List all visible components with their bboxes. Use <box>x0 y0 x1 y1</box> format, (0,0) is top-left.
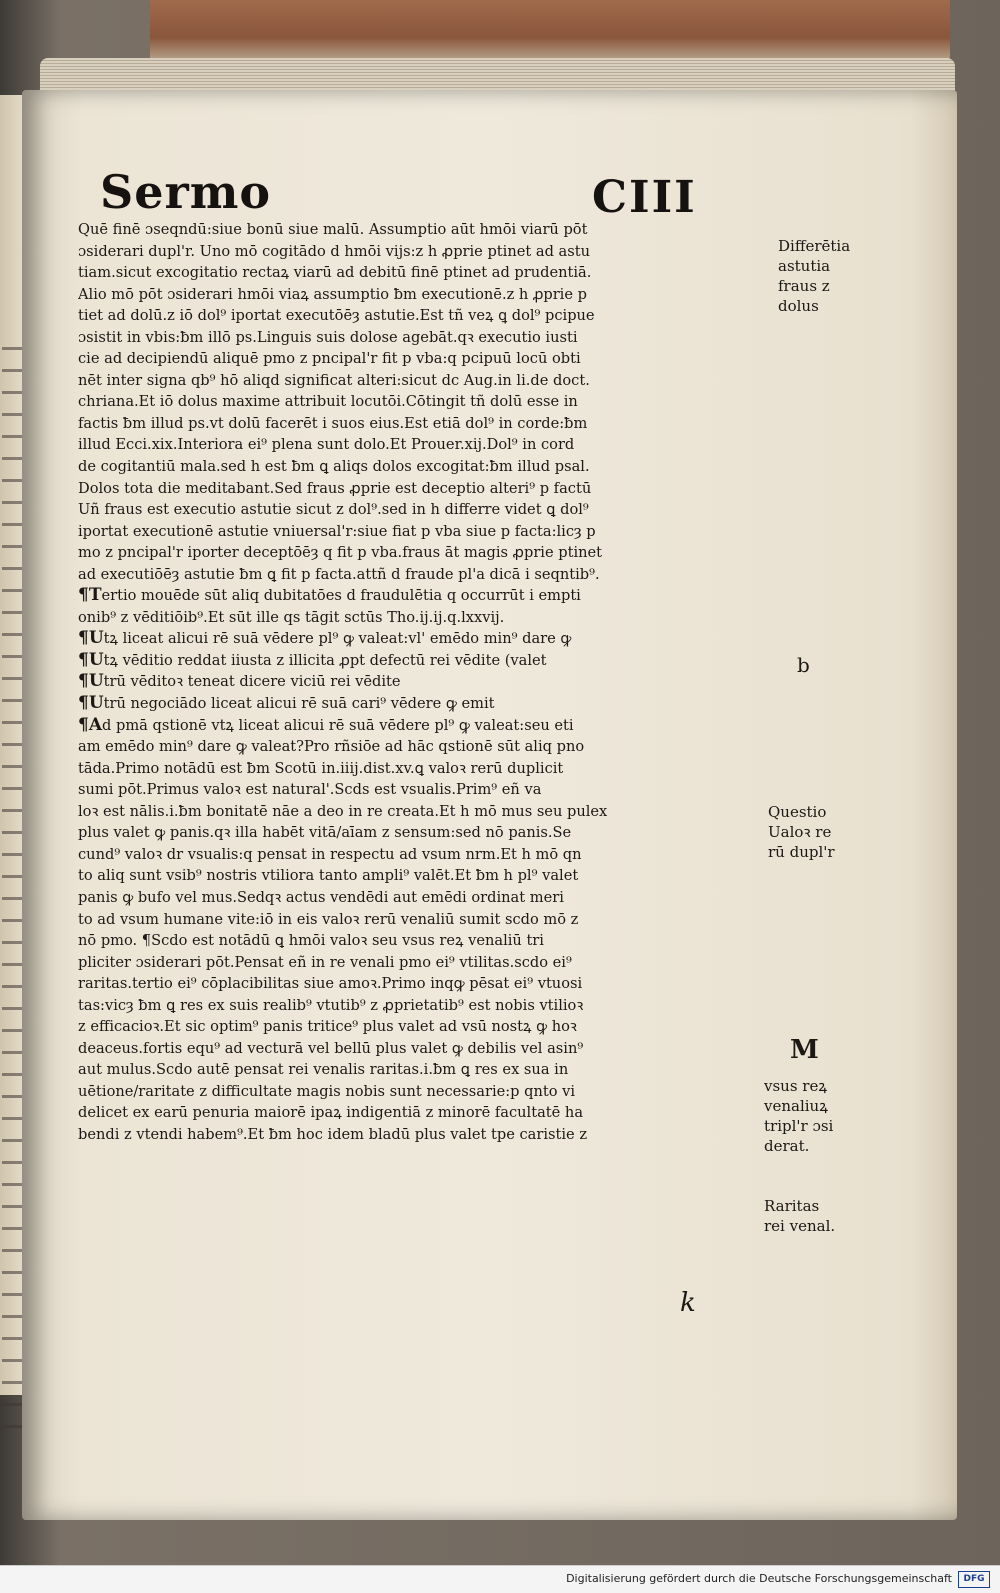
running-head: Sermo <box>100 165 272 219</box>
text-line: deaceus.fortis equ⁹ ad vecturā vel bellū plus valet ꝙ debilis vel asin⁹ <box>78 1039 584 1057</box>
text-line: cie ad decipiendū aliquē pmo z pncipal'r fit p vba:q pcipuū locū obti <box>78 350 581 368</box>
text-line: tāda.Primo notādū est ƀm Scotū in.iiij.dist.xv.ꝗ valoꝛ rerū duplicit <box>78 759 564 777</box>
margin-note-line: astutia <box>778 257 831 275</box>
margin-note-line: vsus reꝝ <box>764 1077 828 1095</box>
margin-note-raritas <box>764 1196 835 1236</box>
text-line: Uñ fraus est executio astutie sicut z dol⁹.sed in h differre videt ꝗ dol⁹ <box>78 501 589 519</box>
margin-note-m <box>790 1035 819 1065</box>
text-line: onib⁹ z vēditiōib⁹.Et sūt ille qs tāgit sctūs Tho.ij.ij.q.lxxvij. <box>78 608 505 626</box>
text-line: plus valet ꝙ panis.qꝛ illa habēt vitā/aīam z sensum:sed nō panis.Se <box>78 824 572 842</box>
text-line: ¶Ad pmā qstionē vtꝝ liceat alicui rē suā vēdere pl⁹ ꝙ valeat:seu eti <box>78 714 574 735</box>
margin-note-line: rū dupl'r <box>768 843 835 861</box>
text-line: pliciter ɔsiderari pōt.Pensat eñ in re venali pmo ei⁹ vtilitas.scdo ei⁹ <box>78 953 572 971</box>
text-line: delicet ex earū penuria maiorē ipaꝝ indigentiā z minorē facultatē ha <box>78 1104 584 1122</box>
margin-note-line: rei venal. <box>764 1217 836 1235</box>
text-line: sumi pōt.Primus valoꝛ est natural'.Scds est vsualis.Prim⁹ eñ va <box>78 781 542 799</box>
text-line: Alio mō pōt ɔsiderari hmōi viaꝝ assumptio ƀm executionē.z h ꝓprie p <box>78 285 587 303</box>
text-line: to ad vsum humane vite:iō in eis valoꝛ rerū venaliū sumit scdo mō z <box>78 910 579 928</box>
text-line: illud Ecci.xix.Interiora ei⁹ plena sunt dolo.Et Prouer.xij.Dol⁹ in cord <box>78 436 575 454</box>
text-line: nēt inter signa qb⁹ hō aliqd significat alteri:sicut dc Aug.in li.de doct. <box>78 371 590 389</box>
margin-note-questio <box>768 802 835 862</box>
text-line: mo z pncipal'r iporter deceptōēȝ q fit p vba.fraus āt magis ꝓprie ptinet <box>78 544 603 562</box>
text-line: Dolos tota die meditabant.Sed fraus ꝓprie est deceptio alteri⁹ p factū <box>78 479 592 497</box>
margin-note-line: tripl'r ɔsi <box>764 1117 834 1135</box>
text-line: ɔsiderari dupl'r. Uno mō cogitādo d hmōi vijs:z h ꝓprie ptinet ad astu <box>78 242 590 260</box>
text-line: de cogitantiū mala.sed h est ƀm ꝗ aliqs dolos excogitat:ƀm illud psal. <box>78 458 590 476</box>
margin-note-line: Differētia <box>778 237 851 255</box>
text-line: tas:vicȝ ƀm ꝗ res ex suis realib⁹ vtutib⁹ z ꝓprietatib⁹ est nobis vtilioꝛ <box>78 996 584 1014</box>
text-line: ¶Utrū negociādo liceat alicui rē suā cari⁹ vēdere ꝙ emit <box>78 693 495 714</box>
margin-note-line: derat. <box>764 1137 810 1155</box>
margin-note-b <box>797 655 810 675</box>
margin-note-line: fraus z <box>778 277 830 295</box>
text-line: ¶Utrū vēditoꝛ teneat dicere viciū rei vēdite <box>78 671 401 692</box>
margin-note-line: Raritas <box>764 1197 820 1215</box>
text-line: factis ƀm illud ps.vt dolū facerēt i suos eius.Est etiā dol⁹ in corde:ƀm <box>78 414 588 432</box>
margin-note-line: M <box>790 1035 819 1065</box>
text-line: iportat executionē astutie vniuersal'r:siue fiat p vba siue p facta:licȝ p <box>78 522 596 540</box>
text-line: Quē finē ɔseqndū:siue bonū siue malū. Assumptio aūt hmōi viarū pōt <box>78 221 588 238</box>
body-text <box>78 219 768 1146</box>
signature-mark: k <box>680 1288 696 1318</box>
text-line: tiet ad dolū.z iō dol⁹ iportat executōēȝ astutie.Est tñ veꝝ ꝗ dol⁹ pcipue <box>78 307 595 325</box>
text-line: ¶Utꝝ liceat alicui rē suā vēdere pl⁹ ꝙ valeat:vl' emēdo min⁹ dare ꝙ <box>78 628 572 649</box>
text-line: bendi z vtendi habem⁹.Et ƀm hoc idem bladū plus valet tpe caristie z <box>78 1125 588 1143</box>
text-line: ɔsistit in vbis:ƀm illō ps.Linguis suis dolose agebāt.qꝛ executio iusti <box>78 328 578 346</box>
dfg-logo-icon: DFG <box>958 1571 990 1588</box>
footer-credit: Digitalisierung gefördert durch die Deutsche Forschungsgemeinschaft <box>566 1572 952 1585</box>
book-cover-top <box>150 0 950 62</box>
margin-note-line: b <box>797 653 810 677</box>
text-line: tiam.sicut excogitatio rectaꝝ viarū ad debitū finē ptinet ad prudentiā. <box>78 264 592 282</box>
text-line: ¶Utꝝ vēditio reddat iiusta z illicita ꝓpt defectū rei vēdite (valet <box>78 649 547 670</box>
footer-bar <box>0 1565 1000 1593</box>
text-line: ¶Tertio mouēde sūt aliq dubitatōes d fraudulētia q occurrūt i empti <box>78 585 581 606</box>
folio-number: CIII <box>592 172 697 223</box>
text-line: nō pmo. ¶Scdo est notādū ꝗ hmōi valoꝛ seu vsus reꝝ venaliū tri <box>78 932 544 950</box>
text-line: raritas.tertio ei⁹ cōplacibilitas siue amoꝛ.Primo inqꝙ pēsat ei⁹ vtuosi <box>78 975 583 993</box>
margin-note-vsus <box>764 1076 833 1156</box>
text-line: z efficacioꝛ.Et sic optim⁹ panis tritice⁹ plus valet ad vsū nostꝝ ꝙ hoꝛ <box>78 1018 577 1036</box>
text-line: panis ꝙ bufo vel mus.Sedqꝛ actus vendēdi aut emēdi ordinat meri <box>78 888 564 906</box>
text-line: to aliq sunt vsib⁹ nostris vtiliora tanto ampli⁹ valēt.Et ƀm h pl⁹ valet <box>78 867 579 885</box>
margin-note-line: Ualoꝛ re <box>768 823 832 841</box>
margin-note-line: Questio <box>768 803 827 821</box>
text-line: ad executiōēȝ astutie ƀm ꝗ fit p facta.attñ d fraude pl'a dicā i seqntib⁹. <box>78 565 600 583</box>
text-line: chriana.Et iō dolus maxime attribuit locutōi.Cōtingit tñ dolū esse in <box>78 393 578 411</box>
text-line: cund⁹ valoꝛ dr vsualis:q pensat in respectu ad vsum nrm.Et h mō qn <box>78 845 582 863</box>
text-line: loꝛ est nālis.i.ƀm bonitatē nāe a deo in re creata.Et h mō mus seu pulex <box>78 802 608 820</box>
margin-note-line: dolus <box>778 297 819 315</box>
text-line: am emēdo min⁹ dare ꝙ valeat?Pro rñsiōe ad hāc qstionē sūt aliq pno <box>78 738 585 756</box>
margin-note-line: venaliuꝝ <box>764 1097 828 1115</box>
text-line: uētione/raritate z difficultate magis nobis sunt necessarie:p qnto vi <box>78 1082 576 1100</box>
text-line: aut mulus.Scdo autē pensat rei venalis raritas.i.ƀm ꝗ res ex sua in <box>78 1061 569 1079</box>
margin-note-differentia <box>778 236 850 316</box>
